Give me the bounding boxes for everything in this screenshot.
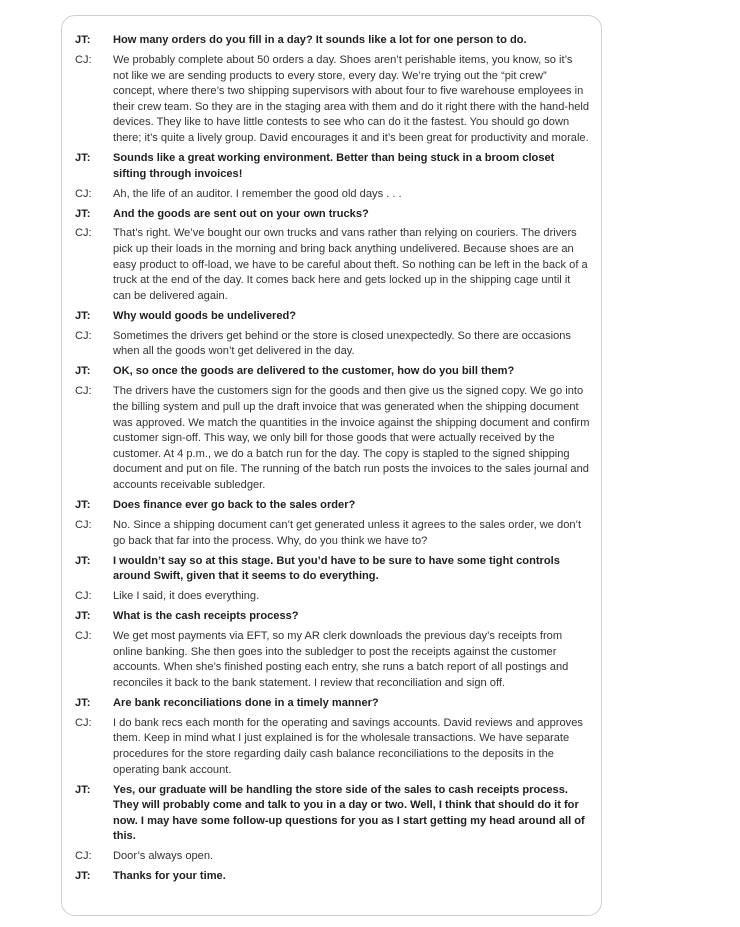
- speaker-label: JT:: [75, 696, 91, 709]
- transcript-turn: [75, 226, 590, 304]
- speaker-label: CJ:: [75, 850, 92, 863]
- transcript-turn: [75, 869, 590, 885]
- speaker-label: CJ:: [75, 187, 92, 200]
- speaker-label: CJ:: [75, 716, 92, 729]
- speaker-label: JT:: [75, 365, 91, 378]
- transcript-turn: [75, 609, 590, 625]
- speaker-label: CJ:: [75, 227, 92, 240]
- speaker-label: JT:: [75, 207, 91, 220]
- turn-text: Sometimes the drivers get behind or the store is closed unexpectedly. So there are occasions when all the goods won’t get delivered in the day.: [113, 329, 571, 358]
- transcript-turn: [75, 716, 590, 778]
- transcript-turn: [75, 589, 590, 605]
- transcript-turn: [75, 849, 590, 865]
- transcript-turn: [75, 33, 590, 49]
- turn-text: I wouldn’t say so at this stage. But you’d have to be sure to have some tight controls around Swift, given that it seems to do everything.: [113, 554, 560, 583]
- speaker-label: CJ:: [75, 53, 92, 66]
- transcript-turn: [75, 53, 590, 147]
- speaker-label: JT:: [75, 783, 91, 796]
- speaker-label: CJ:: [75, 329, 92, 342]
- transcript-turn: [75, 309, 590, 325]
- speaker-label: JT:: [75, 34, 91, 46]
- turn-text: Does finance ever go back to the sales order?: [113, 498, 356, 511]
- transcript-turn: [75, 364, 590, 380]
- interview-transcript: [75, 33, 590, 889]
- speaker-label: JT:: [75, 498, 91, 511]
- turn-text: No. Since a shipping document can’t get generated unless it agrees to the sales order, we don’t go back that far into the process. Why, do you think we have to?: [113, 518, 582, 547]
- turn-text: That’s right. We’ve bought our own trucks and vans rather than relying on couriers. The drivers pick up their loads in the morning and bring back anything undelivered. Because shoes are an easy product to off-load, we have to be careful about theft. So nothing can be left in the back of a truck at the end of the day. It comes back here and gets locked up in the shipping cage until it can be delivered again.: [113, 227, 588, 302]
- transcript-turn: [75, 151, 590, 182]
- turn-text: How many orders do you fill in a day? It sounds like a lot for one person to do.: [113, 34, 527, 46]
- speaker-label: JT:: [75, 151, 91, 164]
- speaker-label: CJ:: [75, 590, 92, 603]
- turn-text: OK, so once the goods are delivered to the customer, how do you bill them?: [113, 365, 515, 378]
- turn-text: Like I said, it does everything.: [113, 590, 260, 603]
- turn-text: Why would goods be undelivered?: [113, 309, 297, 322]
- speaker-label: CJ:: [75, 518, 92, 531]
- speaker-label: JT:: [75, 554, 91, 567]
- turn-text: The drivers have the customers sign for the goods and then give us the signed copy. We go into the billing system and pull up the draft invoice that was generated when the shipping document was approved. We match the quantities in the invoice against the shipping document and confirm customer sign-off. This way, we only bill for those goods that were actually received by the customer. At 4 p.m., we do a batch run for the day. The copy is stapled to the signed shipping document and put on file. The running of the batch run posts the invoices to the sales journal and accounts receivable subledger.: [113, 385, 590, 491]
- speaker-label: JT:: [75, 610, 91, 623]
- transcript-turn: [75, 498, 590, 514]
- speaker-label: CJ:: [75, 630, 92, 643]
- turn-text: We get most payments via EFT, so my AR clerk downloads the previous day’s receipts from online banking. She then goes into the subledger to post the receipts against the customer accounts. When she’s finished posting each entry, she runs a batch report of all postings and reconciles it back to the bank statement. I review that reconciliation and sign off.: [113, 630, 569, 689]
- speaker-label: JT:: [75, 870, 91, 883]
- transcript-turn: [75, 696, 590, 712]
- turn-text: Are bank reconciliations done in a timely manner?: [113, 696, 379, 709]
- turn-text: We probably complete about 50 orders a day. Shoes aren’t perishable items, you know, so it’s not like we are sending products to every store, every day. We’re trying out the “pit crew” concept, where there’s two shipping supervisors with about four to five warehouse employees in their crew team. So they are in the staging area with them and do it right there with the hand-held devices. They like to have little contests to see who can do it the fastest. You should go down there; it’s quite a lively group. David encourages it and it’s been great for productivity and morale.: [113, 53, 590, 144]
- turn-text: And the goods are sent out on your own trucks?: [113, 207, 369, 220]
- transcript-turn: [75, 187, 590, 203]
- speaker-label: JT:: [75, 309, 91, 322]
- turn-text: What is the cash receipts process?: [113, 610, 299, 623]
- transcript-turn: [75, 329, 590, 360]
- turn-text: Yes, our graduate will be handling the store side of the sales to cash receipts process. They will probably come and talk to you in a day or two. Well, I think that should do it for now. I may have some follow-up questions for you as I start getting my head around all of this.: [113, 783, 585, 843]
- turn-text: Thanks for your time.: [113, 870, 226, 883]
- transcript-turn: [75, 629, 590, 691]
- turn-text: Door’s always open.: [113, 850, 214, 863]
- speaker-label: CJ:: [75, 385, 92, 398]
- turn-text: I do bank recs each month for the operating and savings accounts. David reviews and approves them. Keep in mind what I just explained is for the wholesale transactions. We have separate procedures for the store regarding daily cash balance reconciliations to the deposits in the operating bank account.: [113, 716, 583, 776]
- transcript-turn: [75, 554, 590, 585]
- transcript-turn: [75, 518, 590, 549]
- transcript-turn: [75, 384, 590, 493]
- turn-text: Sounds like a great working environment. Better than being stuck in a broom closet sifting through invoices!: [113, 151, 555, 180]
- transcript-turn: [75, 783, 590, 845]
- transcript-turn: [75, 207, 590, 223]
- turn-text: Ah, the life of an auditor. I remember the good old days . . .: [113, 187, 402, 200]
